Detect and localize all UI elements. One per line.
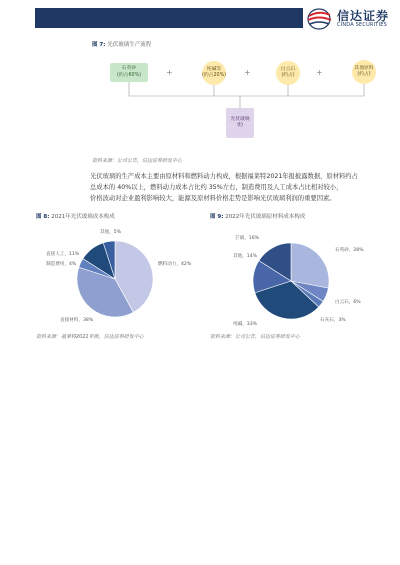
node-a-pct: (约占60%) — [117, 72, 141, 78]
logo-text-en: CINDA SECURITIES — [337, 22, 387, 28]
figure-9-caption — [210, 212, 305, 220]
pie-slice — [291, 243, 329, 288]
flow-node-dolomite — [276, 61, 300, 85]
paragraph-line: 总成本的 40%以上，燃料动力成本占比约 35%左右，制造费用及人工成本占比相对较小， — [90, 184, 343, 191]
pie-slice-label: 芒硝，16% — [235, 236, 259, 241]
paragraph-line: 价格波动对企业盈利影响较大，能源及原材料价格走势是影响光伏玻璃利润的重要因素。 — [90, 195, 336, 202]
flow-connectors — [0, 0, 400, 160]
flow-node-pv-glass — [226, 108, 254, 138]
figure-8-number: 图 8: — [36, 214, 50, 220]
pie-slice-label: 白云石，6% — [335, 300, 361, 305]
pie-slice-label: 石灰石，3% — [320, 318, 346, 323]
node-b-pct: (约占20%) — [202, 73, 226, 78]
pie-slice-label: 燃料动力，42% — [158, 262, 192, 267]
flow-node-quartz-sand — [110, 63, 148, 82]
node-a-name: 石英砂 — [121, 66, 137, 72]
plus-sign: + — [166, 68, 173, 77]
pie-slice-label: 直接材料，38% — [60, 318, 94, 323]
figure-8-title: 2021年光伏玻璃成本构成 — [51, 214, 115, 220]
figure-8-source: 资料来源：福莱特2021年报，信达证券研发中心 — [36, 334, 144, 340]
flow-node-other-materials — [352, 60, 376, 84]
node-b-name: 纯碱等 — [206, 66, 222, 72]
figure-7-number: 图 7: — [92, 42, 106, 48]
node-e-name: 光伏玻璃 — [230, 116, 250, 122]
node-c-name: 白云石 — [280, 66, 296, 72]
figure-8-caption — [36, 212, 115, 220]
figure-9-pie-chart — [215, 225, 365, 335]
pie-slice-label: 制造费用，4% — [46, 262, 77, 267]
pie-slice-label: 石英砂，28% — [335, 248, 364, 253]
figure-8-pie-chart — [40, 225, 190, 335]
figure-9-title: 2022年光伏玻璃原材料成本构成 — [225, 214, 306, 220]
figure-9-number: 图 9: — [210, 214, 224, 220]
pie-slice-label: 其他，14% — [233, 254, 257, 259]
node-e-sub: (t) — [237, 123, 243, 128]
figure-9-source: 资料来源：公司公告，信达证券研发中心 — [210, 334, 301, 340]
paragraph-line: 光伏玻璃的生产成本主要由原材料和燃料动力构成，根据福莱特2021年报披露数据，原材料约占 — [90, 173, 358, 180]
pie-slice-label: 纯碱，33% — [233, 322, 257, 327]
body-paragraph — [90, 171, 380, 204]
pie-slice-label: 直接人工，11% — [46, 252, 80, 257]
plus-sign: + — [316, 68, 323, 77]
figure-7-title: 光伏玻璃生产流程 — [107, 42, 152, 48]
logo-text-cn: 信达证券 — [337, 9, 390, 23]
flow-node-soda — [202, 61, 226, 85]
plus-sign: + — [244, 68, 251, 77]
node-c-pct: (约占) — [281, 73, 295, 78]
figure-7-source: 资料来源：公司公告，信达证券研发中心 — [92, 158, 183, 164]
node-d-pct: (约占) — [357, 72, 371, 77]
pie-slice-label: 其他，5% — [100, 230, 122, 235]
node-d-name: 其他原料 — [354, 65, 374, 71]
